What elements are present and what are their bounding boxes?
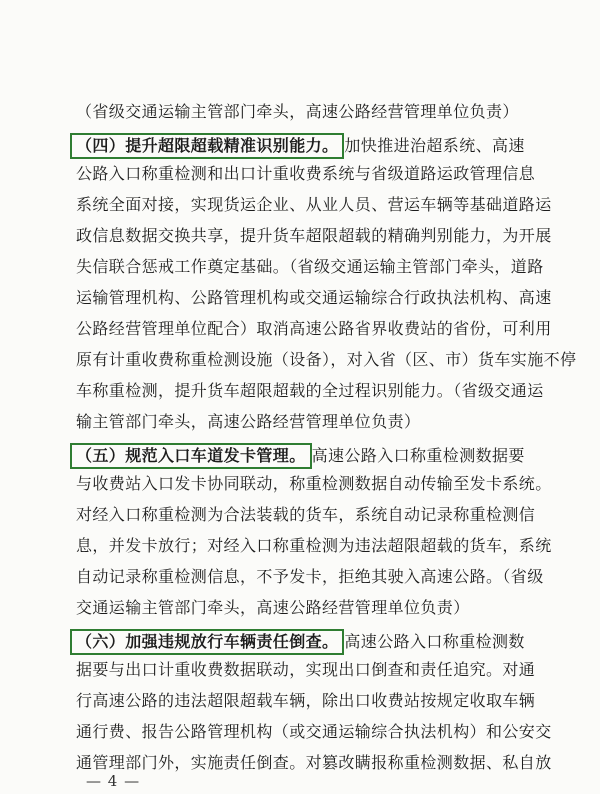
section-heading-4: （四）提升超限超载精准识别能力。 — [70, 133, 344, 159]
paragraph-line: 对经入口称重检测为合法装载的货车，系统自动记录称重检测信 — [76, 505, 536, 524]
paragraph-line: 通管理部门外，实施责任倒查。对篡改瞒报称重检测数据、私自放 — [76, 753, 552, 772]
paragraph-line: 运输管理机构、公路管理机构或交通运输综合行政执法机构、高速 — [76, 288, 552, 307]
section-heading-6: （六）加强违规放行车辆责任倒查。 — [70, 629, 344, 655]
paragraph-line — [76, 443, 536, 469]
paragraph-line: 失信联合惩戒工作奠定基础。（省级交通运输主管部门牵头，道路 — [76, 257, 544, 276]
paragraph-line: 车称重检测，提升货车超限超载的全过程识别能力。（省级交通运 — [76, 381, 544, 400]
section-heading-5: （五）规范入口车道发卡管理。 — [70, 443, 312, 469]
paragraph-line: 息，并发卡放行；对经入口称重检测为违法超限超载的货车，系统 — [76, 536, 552, 555]
paragraph-line: 系统全面对接，实现货运企业、从业人员、营运车辆等基础道路运 — [76, 195, 552, 214]
paragraph-line: 通行费、报告公路管理机构（或交通运输综合执法机构）和公安交 — [76, 722, 552, 741]
paragraph-line: 输主管部门牵头，高速公路经营管理单位负责） — [76, 412, 421, 431]
paragraph-line: 与收费站入口发卡协同联动，称重检测数据自动传输至发卡系统。 — [76, 474, 552, 493]
paragraph-line: 行高速公路的违法超限超载车辆，除出口收费站按规定收取车辆 — [76, 691, 536, 710]
paragraph-line: （省级交通运输主管部门牵头，高速公路经营管理单位负责） — [76, 102, 519, 121]
paragraph-line: 公路经营管理单位配合）取消高速公路省界收费站的省份，可利用 — [76, 319, 552, 338]
paragraph-line: 原有计重收费称重检测设施（设备），对入省（区、市）货车实施不停 — [76, 350, 577, 369]
paragraph-text: 高速公路入口称重检测数据要 — [311, 446, 525, 465]
paragraph-line: 政信息数据交换共享，提升货车超限超载的精确判别能力，为开展 — [76, 226, 552, 245]
paragraph-line: 自动记录称重检测信息，不予发卡，拒绝其驶入高速公路。（省级 — [76, 567, 544, 586]
paragraph-text: 加快推进治超系统、高速 — [344, 136, 525, 155]
paragraph-line — [76, 629, 536, 655]
page-number: — 4 — — [86, 772, 141, 790]
paragraph-line: 交通运输主管部门牵头，高速公路经营管理单位负责） — [76, 598, 470, 617]
paragraph-line: 公路入口称重检测和出口计重收费系统与省级道路运政管理信息 — [76, 164, 536, 183]
paragraph-text: 高速公路入口称重检测数 — [344, 632, 525, 651]
paragraph-line: 据要与出口计重收费数据联动，实现出口倒查和责任追究。对通 — [76, 660, 536, 679]
paragraph-line — [76, 133, 536, 159]
